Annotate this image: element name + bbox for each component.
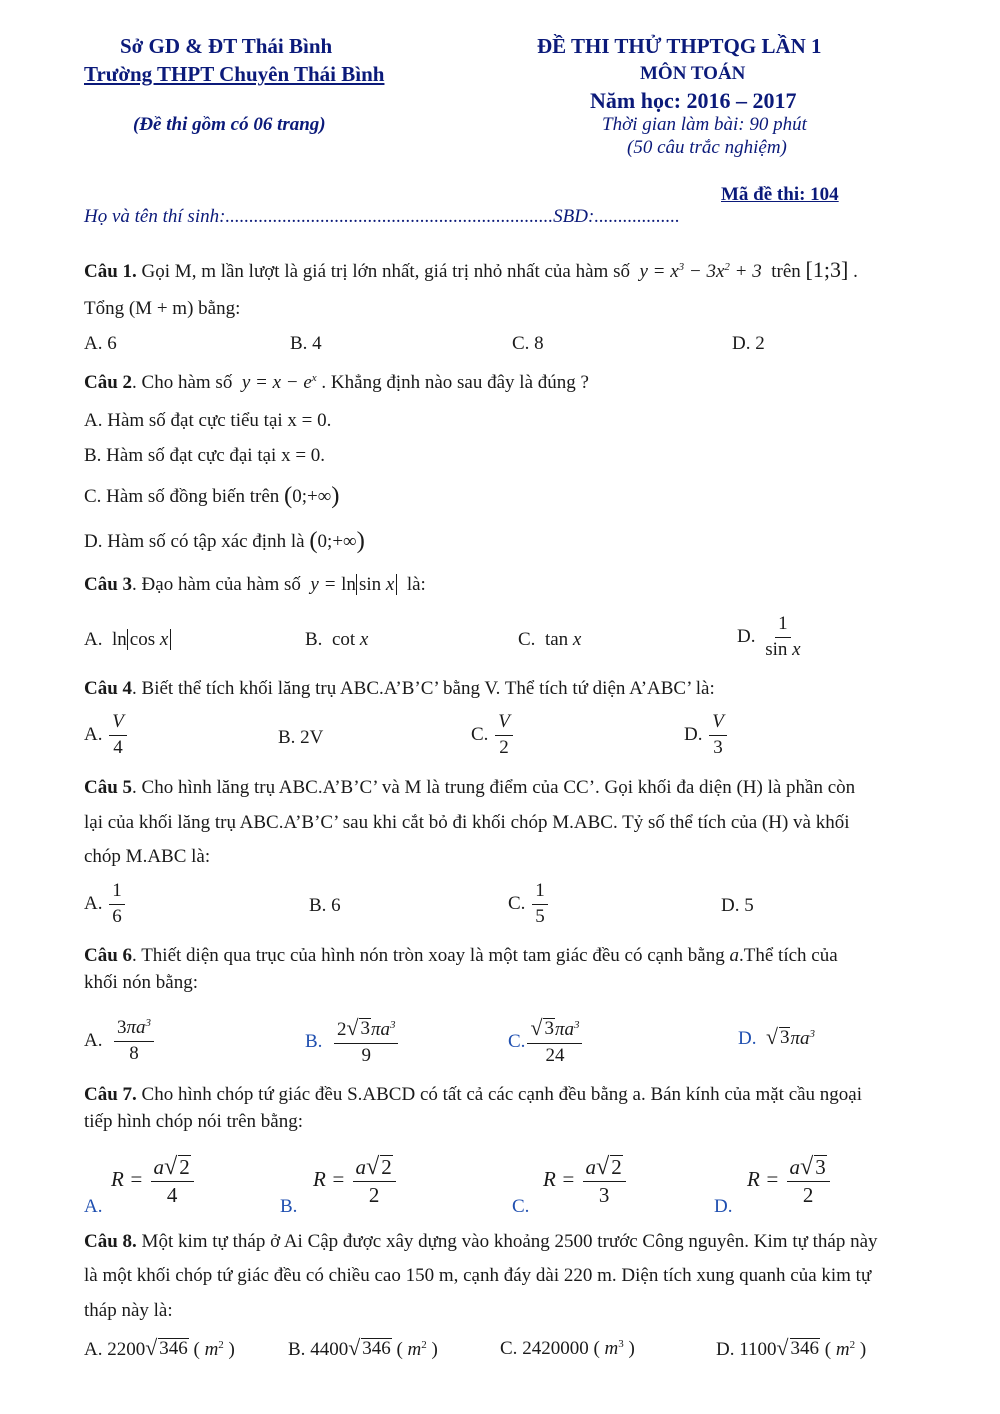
question-text: là:: [406, 574, 426, 595]
option-letter: B.: [305, 1030, 323, 1052]
formula: $y = x - e^x$: [241, 372, 317, 393]
school-name: Trường THPT Chuyên Thái Bình: [84, 62, 385, 86]
option-letter: D.: [714, 1196, 733, 1217]
question-6: [84, 945, 838, 967]
option-b: B. 2V: [278, 727, 324, 748]
option-letter: A.: [84, 1029, 103, 1051]
question-text: Một kim tự tháp ở Ai Cập được xây dựng vào khoảng 2500 trước Công nguyên. Kim tự tháp này: [141, 1231, 878, 1252]
question-8-line2: là một khối chóp tứ giác đều có chiều cao 150 m, cạnh đáy dài 220 m. Diện tích xung quanh của kim tự: [84, 1265, 872, 1286]
question-label: Câu 2: [84, 372, 133, 393]
option-letter: D.: [738, 1028, 757, 1049]
formula: y = ln sin x: [310, 574, 397, 595]
option-d: D. 1100 √ 346 ( $m^2$ ): [716, 1336, 867, 1360]
option-letter: B.: [280, 1196, 298, 1217]
option-d-formula: R = a √ 3 2: [747, 1155, 832, 1207]
option-letter: C.: [508, 1030, 526, 1052]
option-c: [84, 482, 340, 510]
question-text: . Biết thể tích khối lăng trụ ABC.A’B’C’ bằng V. Thể tích tứ diện A’ABC’ là:: [132, 678, 715, 699]
exam-code: Mã đề thi: 104: [721, 184, 839, 205]
question-label: Câu 3: [84, 574, 133, 595]
formula: √ 3 $\pi a^3$: [765, 1025, 816, 1049]
question-label: Câu 6: [84, 945, 133, 966]
option-b: B. 4: [290, 333, 322, 354]
question-6-line2: khối nón bằng:: [84, 972, 198, 993]
question-text: . Đạo hàm của hàm số: [132, 574, 301, 595]
page-count: (Đề thi gồm có 06 trang): [133, 114, 326, 135]
option-d: [737, 614, 806, 661]
option-a: [84, 629, 171, 651]
interval: (0;+∞): [284, 482, 340, 509]
option-b: B. Hàm số đạt cực đại tại x = 0.: [84, 445, 326, 466]
option-c: [508, 881, 550, 928]
formula: a: [729, 945, 739, 966]
fraction: a √ 3 2: [787, 1155, 830, 1207]
option-letter: C.: [471, 723, 489, 745]
option-letter: A.: [84, 1196, 103, 1217]
option-a-formula: R = a √ 2 4: [111, 1155, 196, 1207]
question-5-line2: lại của khối lăng trụ ABC.A’B’C’ sau khi cắt bỏ đi khối chóp M.ABC. Tỷ số thể tích của (H) và khối: [84, 812, 850, 833]
option-a: A. 6: [84, 333, 117, 354]
option-letter: A.: [84, 1339, 103, 1360]
option-letter: D.: [716, 1339, 735, 1360]
option-letter: C.: [518, 629, 536, 650]
option-text: D. Hàm số có tập xác định là: [84, 531, 305, 552]
option-d: [738, 1027, 815, 1050]
option-letter: D.: [684, 723, 703, 745]
question-5: [84, 777, 855, 799]
option-d: [684, 712, 729, 759]
fraction: $\frac{1}{5}$: [532, 881, 548, 928]
option-a: A. 2200 √ 346 ( $m^2$ ): [84, 1336, 235, 1360]
fraction: $\frac{1}{\text{sin x}}$: [765, 613, 801, 660]
question-text: . Khẳng định nào sau đây là đúng ?: [321, 372, 589, 393]
exam-title: ĐỀ THI THỬ THPTQG LẦN 1: [537, 34, 822, 58]
option-c: C. 8: [512, 333, 544, 354]
fraction: a √ 2 4: [151, 1155, 194, 1207]
option-d: D. 5: [721, 895, 754, 916]
fraction: $\frac{V}{4}$: [109, 712, 127, 759]
interval: (0;+∞): [309, 527, 365, 554]
question-label: Câu 7.: [84, 1084, 137, 1105]
option-b: [305, 629, 368, 651]
fraction: $\frac{3\pi a^3}{8}$: [114, 1018, 154, 1065]
question-text: . Cho hàm số: [132, 372, 233, 393]
time-limit: Thời gian làm bài: 90 phút: [602, 114, 807, 135]
option-c-formula: R = a √ 2 3: [543, 1155, 628, 1207]
question-2: [84, 372, 589, 394]
formula: cot x: [331, 629, 369, 650]
question-label: Câu 1.: [84, 261, 137, 282]
option-c: [508, 1018, 584, 1067]
question-4: [84, 678, 715, 700]
formula: $y = x^3 - 3x^2 + 3$: [639, 261, 762, 282]
question-text: . Cho hình lăng trụ ABC.A’B’C’ và M là trung điểm của CC’. Gọi khối đa diện (H) là phần còn: [132, 777, 856, 798]
fraction: a √ 2 2: [353, 1155, 396, 1207]
option-d: D. 2: [732, 333, 765, 354]
question-text: . Thiết diện qua trục của hình nón tròn xoay là một tam giác đều có cạnh bằng: [132, 945, 725, 966]
option-b: [305, 1018, 400, 1067]
department-name: Sở GD & ĐT Thái Bình: [120, 34, 333, 58]
school-year: Năm học: 2016 – 2017: [590, 88, 797, 113]
formula: ln cos x: [112, 629, 171, 650]
option-c: [471, 712, 515, 759]
question-7: [84, 1084, 862, 1106]
option-letter: B.: [305, 629, 323, 650]
question-1-line2: Tổng (M + m) bằng:: [84, 298, 241, 319]
option-d: [84, 527, 365, 555]
option-letter: C.: [508, 892, 526, 914]
fraction: $\frac{1}{6}$: [109, 881, 125, 928]
subject: MÔN TOÁN: [640, 63, 746, 84]
formula: tan x: [544, 629, 582, 650]
fraction: 2 √ 3 $\pi a^3$ 9: [334, 1018, 399, 1067]
option-a: [84, 881, 127, 928]
option-letter: A.: [84, 629, 103, 650]
option-a: [84, 1018, 156, 1065]
fraction: $\frac{V}{2}$: [495, 712, 513, 759]
option-c: C. 2420000 ( $m^3$ ): [500, 1338, 635, 1359]
option-c: [518, 629, 581, 651]
option-a: [84, 712, 129, 759]
option-letter: C.: [500, 1338, 518, 1359]
question-8: [84, 1231, 878, 1253]
question-8-line3: tháp này là:: [84, 1300, 173, 1321]
question-text: trên: [771, 261, 801, 282]
option-letter: C.: [512, 1196, 530, 1217]
fraction: a √ 2 3: [583, 1155, 626, 1207]
question-1: Câu 1. Gọi M, m lần lượt là giá trị lớn nhất, giá trị nhỏ nhất của hàm số $y = x^3 - 3x^2 + 3$ trên [1;3] .: [84, 257, 858, 282]
question-label: Câu 4: [84, 678, 133, 699]
option-a: A. Hàm số đạt cực tiểu tại x = 0.: [84, 410, 332, 431]
question-7-line2: tiếp hình chóp nói trên bằng:: [84, 1111, 303, 1132]
question-text: Gọi M, m lần lượt là giá trị lớn nhất, giá trị nhỏ nhất của hàm số: [141, 261, 630, 282]
option-letter: B.: [288, 1339, 306, 1360]
question-text: .Thể tích của: [739, 945, 838, 966]
question-text: Cho hình chóp tứ giác đều S.ABCD có tất cả các cạnh đều bằng a. Bán kính của mặt cầu ngoại: [141, 1084, 863, 1105]
option-letter: A.: [84, 723, 103, 745]
candidate-line: Họ và tên thí sinh:.....................................................................SBD:..................: [84, 206, 680, 227]
question-count: (50 câu trắc nghiệm): [627, 137, 787, 158]
option-text: C. Hàm số đồng biến trên: [84, 486, 280, 507]
question-label: Câu 5: [84, 777, 133, 798]
fraction: $\frac{V}{3}$: [709, 712, 727, 759]
question-3: [84, 574, 426, 596]
question-5-line3: chóp M.ABC là:: [84, 846, 211, 867]
option-b: B. 6: [309, 895, 341, 916]
option-b: B. 4400 √ 346 ( $m^2$ ): [288, 1336, 438, 1360]
interval: [1;3]: [805, 257, 849, 282]
fraction: √ 3 $\pi a^3$ 24: [527, 1018, 582, 1067]
option-letter: A.: [84, 892, 103, 914]
option-b-formula: R = a √ 2 2: [313, 1155, 398, 1207]
question-label: Câu 8.: [84, 1231, 137, 1252]
option-letter: D.: [737, 625, 756, 647]
